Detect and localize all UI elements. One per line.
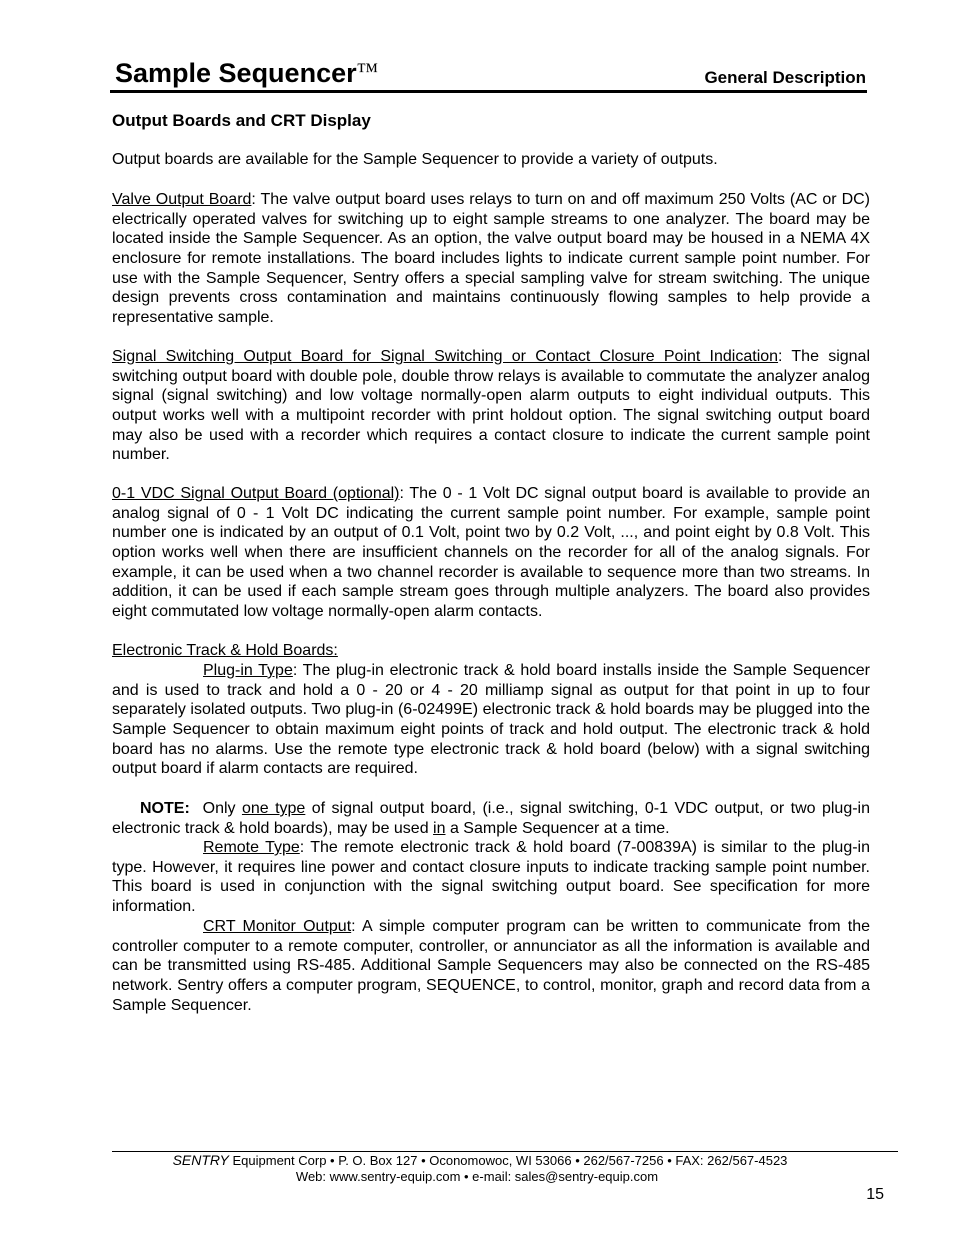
signal-lead: Signal Switching Output Board for Signal Switching or Contact Closure Point Indication: [112, 348, 779, 365]
note-text: a Sample Sequencer at a time.: [445, 819, 670, 837]
footer-address: [0, 1152, 954, 1169]
note-emphasis: in: [433, 819, 446, 837]
title-text: Sample Sequencer: [115, 58, 357, 88]
vdc-text: : The 0 - 1 Volt DC signal output board is available to provide an analog signal of 0 - 1 Volt DC indicating the current sample point number. For example, sample point number one is indicated by an output of 0.1 Volt, point two by 0.2 Volt, ..., and point eight by 0.8 Volt. This option works well when there are insufficient channels on the recorder for all of the analog signals. For example, it can be used when a two channel recorder is available to sequence more than two streams. In addition, it can be used if each sample stream goes through multiple analyzers. The board also provides eight commutated low voltage normally-open alarm contacts.: [112, 485, 870, 620]
section-heading: Output Boards and CRT Display: [112, 111, 371, 130]
signal-text: : The signal switching output board with double pole, double throw relays is available to commutate the analyzer analog signal (signal switching) and low voltage normally-open alarm outputs to eight individual outputs. This output works well with a multipoint recorder with print holdout option. The signal switching output board may also be used with a recorder which requires a contact closure to indicate the current sample point number.: [112, 348, 870, 464]
crt-text: : A simple computer program can be written to communicate from the controller computer to a remote computer, controller, or annunciator as all the information is available and can be transmitted using RS-485. Additional Sample Sequencers may also be connected on the RS-485 network. Sentry offers a computer program, SEQUENCE, to control, monitor, graph and record data from a Sample Sequencer.: [112, 918, 871, 1014]
plugin-text: : The plug-in electronic track & hold board installs inside the Sample Sequencer and is used to track and hold a 0 - 20 or 4 - 20 milliamp signal as output for that point in up to four separately isolated outputs. Two plug-in (6-02499E) electronic track & hold boards may be plugged into the Sample Sequencer to obtain maximum eight points of track and hold output. The electronic track & hold board has no alarms. Use the remote type electronic track & hold board (below) with a signal switching output board if alarm contacts are required.: [112, 662, 870, 778]
plugin-lead: Plug-in Type: [203, 662, 293, 679]
track-heading: [112, 641, 870, 661]
valve-lead: Valve Output Board: [112, 191, 252, 208]
remote-lead: Remote Type: [203, 839, 300, 856]
remote-text: : The remote electronic track & hold board (7-00839A) is similar to the plug-in type. However, it requires line power and contact closure inputs to indicate tracking sample point number. This board is used in conjunction with the signal switching output board. See specification for more information.: [112, 839, 870, 915]
section-label: General Description: [704, 68, 866, 87]
signal-paragraph: [112, 347, 870, 465]
note-text: of signal output board, (i.e., signal switching, 0-1 VDC output, or two plug-in electronic track & hold boards), may be used: [112, 800, 871, 837]
vdc-lead: 0-1 VDC Signal Output Board (optional): [112, 485, 400, 502]
vdc-paragraph: [112, 484, 870, 622]
document-title: [115, 58, 378, 89]
footer-company: SENTRY: [172, 1152, 229, 1168]
footer-address-text: Equipment Corp • P. O. Box 127 • Oconomowoc, WI 53066 • 262/567-7256 • FAX: 262/567-4523: [228, 1153, 788, 1168]
footer-contact: Web: www.sentry-equip.com • e-mail: sales@sentry-equip.com: [295, 1169, 659, 1184]
intro-paragraph: Output boards are available for the Sample Sequencer to provide a variety of outputs.: [112, 151, 718, 168]
valve-text: : The valve output board uses relays to turn on and off maximum 250 Volts (AC or DC) electrically operated valves for switching up to eight sample streams to one analyzer. The board may be located inside the Sample Sequencer. As an option, the valve output board may be housed in a NEMA 4X enclosure for remote installations. The board includes lights to indicate current sample point number. For use with the Sample Sequencer, Sentry offers a special sampling valve for stream switching. The unique design prevents cross contamination and maintains continuously flowing samples to help provide a representative sample.: [112, 191, 871, 326]
note-text: Only: [189, 800, 242, 817]
remote-paragraph: [112, 838, 870, 917]
note-paragraph: [112, 799, 870, 838]
trademark-symbol: ™: [356, 58, 379, 83]
crt-paragraph: [112, 917, 870, 1015]
note-label: NOTE:: [140, 800, 190, 817]
valve-paragraph: [112, 190, 870, 328]
note-emphasis: one type: [241, 800, 306, 817]
crt-lead: CRT Monitor Output: [203, 918, 352, 935]
page-number: 15: [866, 1186, 884, 1203]
track-heading-text: Electronic Track & Hold Boards:: [112, 642, 338, 659]
plugin-paragraph: [112, 661, 870, 779]
header-rule: [110, 90, 867, 93]
